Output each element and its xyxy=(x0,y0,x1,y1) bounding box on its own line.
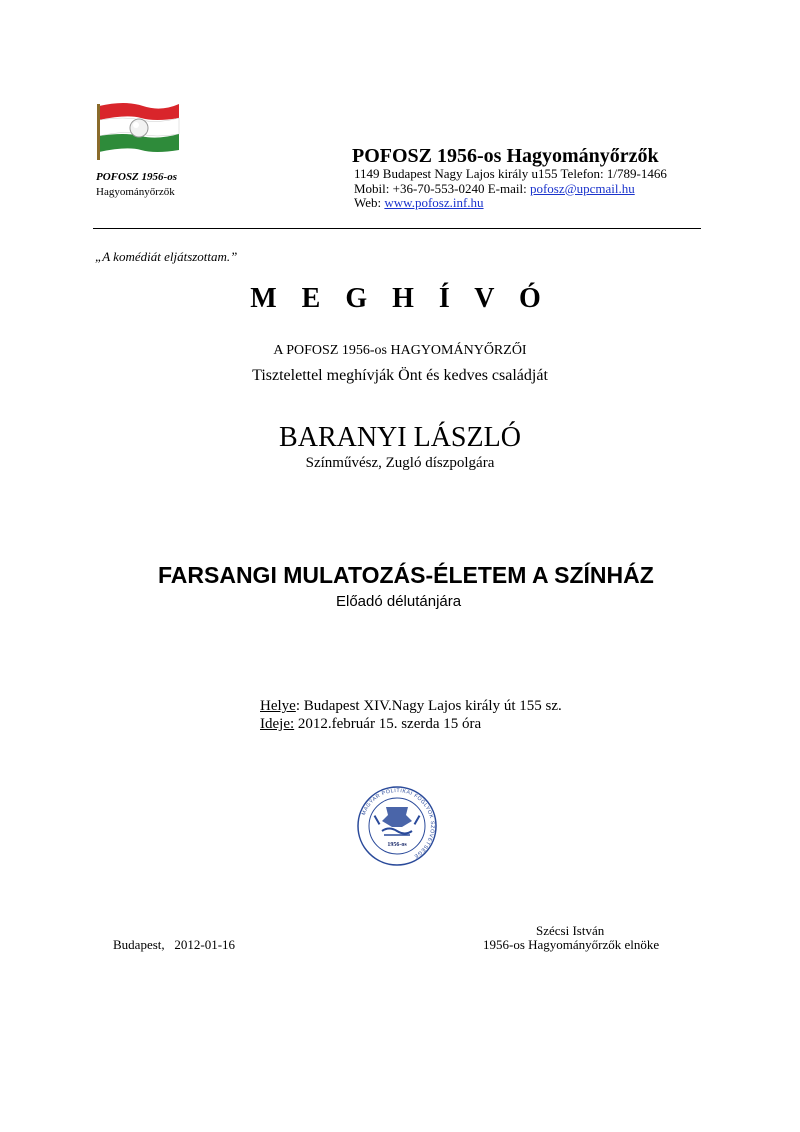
flag-pin-logo xyxy=(95,98,181,162)
event-title: FARSANGI MULATOZÁS-ÉLETEM A SZÍNHÁZ xyxy=(158,562,654,588)
document-date: Budapest, 2012-01-16 xyxy=(113,937,236,952)
address-line: 1149 Budapest Nagy Lajos király u155 Telefon: 1/789-1466 xyxy=(354,166,667,181)
signer-name: Szécsi István xyxy=(536,923,605,938)
svg-text:1956-os: 1956-os xyxy=(387,842,407,848)
svg-text:MAGYAR POLITIKAI FOGLYOK SZÖVE: MAGYAR POLITIKAI FOGLYOK SZÖVETSÉGE xyxy=(360,787,436,860)
signer-role: 1956-os Hagyományőrzők elnöke xyxy=(483,937,660,952)
intro-line-1: A POFOSZ 1956-os HAGYOMÁNYŐRZŐI xyxy=(273,343,527,358)
invitation-title: M E G H Í V Ó xyxy=(250,283,550,314)
time-line xyxy=(260,715,562,733)
header-divider xyxy=(93,228,701,229)
quote: „A komédiát eljátszottam.” xyxy=(95,249,238,264)
organization-seal xyxy=(356,785,438,867)
guest-name: BARANYI LÁSZLÓ xyxy=(279,422,521,453)
org-title: POFOSZ 1956-os Hagyományőrzők xyxy=(352,145,659,167)
mobile-email-line xyxy=(354,182,667,197)
guest-subtitle: Színművész, Zugló díszpolgára xyxy=(305,455,495,471)
place-line xyxy=(260,697,562,715)
contact-block xyxy=(354,167,667,211)
time-label: Ideje: xyxy=(260,716,295,732)
event-details xyxy=(260,697,562,733)
org-name-small: POFOSZ 1956-os xyxy=(96,171,177,183)
mobile-label: Mobil: +36-70-553-0240 E-mail: xyxy=(354,180,530,196)
intro-line-2: Tisztelettel meghívják Önt és kedves családját xyxy=(252,367,548,384)
time-value: 2012.február 15. szerda 15 óra xyxy=(294,716,482,732)
place-value: : Budapest XIV.Nagy Lajos király út 155 sz. xyxy=(295,698,562,714)
event-subtitle: Előadó délutánjára xyxy=(336,593,462,610)
web-link[interactable]: www.pofosz.inf.hu xyxy=(384,195,484,210)
org-subname-small: Hagyományőrzők xyxy=(96,186,175,198)
web-label: Web: xyxy=(354,195,385,210)
email-link[interactable]: pofosz@upcmail.hu xyxy=(529,180,635,196)
place-label: Helye xyxy=(260,698,296,714)
web-line xyxy=(354,196,667,211)
